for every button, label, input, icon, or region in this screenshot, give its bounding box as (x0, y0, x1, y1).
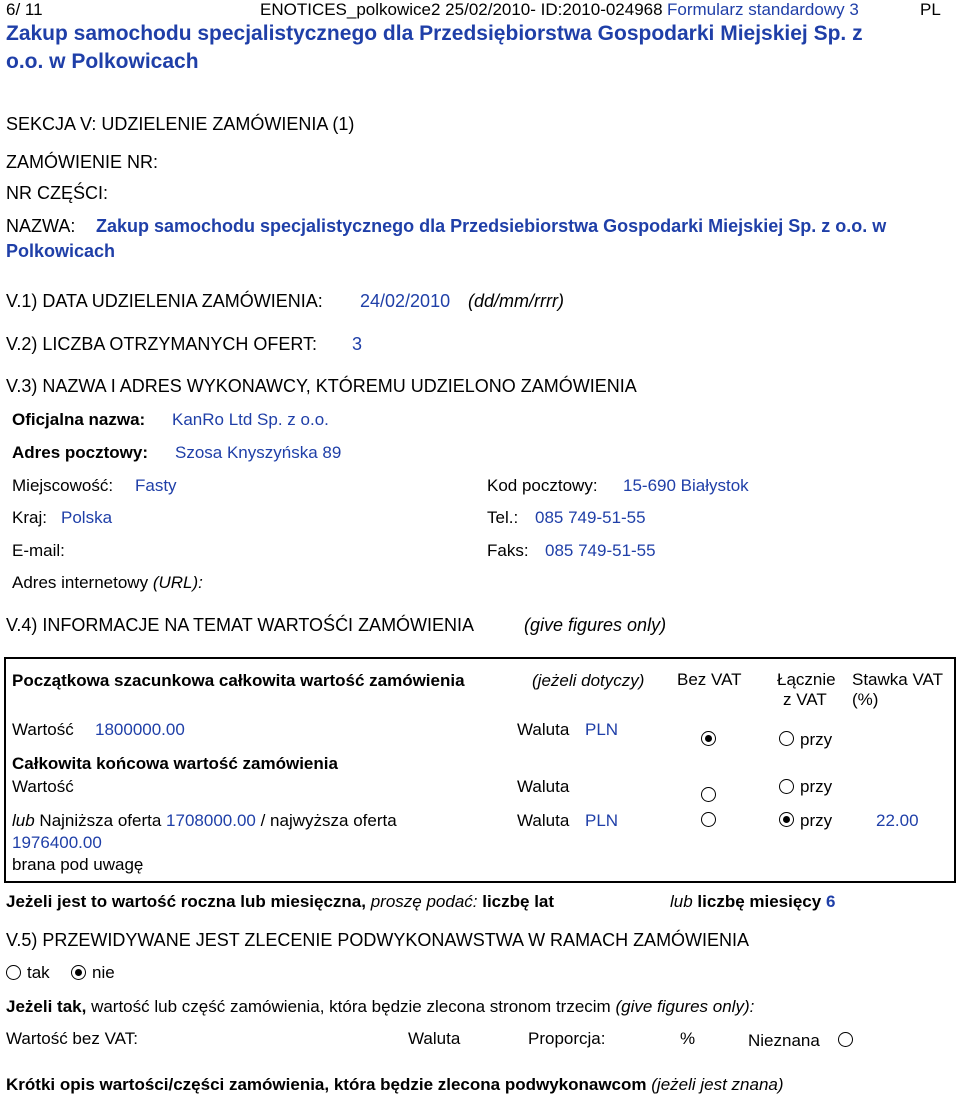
subcontract-tak-radio[interactable] (6, 965, 21, 980)
v5-label: V.5) PRZEWIDYWANE JEST ZLECENIE PODWYKONAWSTWA W RAMACH ZAMÓWIENIA (6, 930, 750, 950)
najnizsza-label: Najniższa oferta (39, 811, 162, 830)
offer-bez-vat-radio[interactable] (701, 812, 716, 827)
section-heading: SEKCJA V: UDZIELENIE ZAMÓWIENIA (1) (6, 114, 355, 134)
kraj-value: Polska (61, 508, 113, 527)
prosze-podac-label: proszę podać: (370, 892, 478, 911)
col-lacznie-line2: z VAT (783, 690, 827, 709)
nieznana-label: Nieznana (748, 1031, 820, 1050)
final-value-label: Całkowita końcowa wartość zamówienia (12, 754, 338, 773)
adres-internetowy-url-suffix: (URL): (152, 573, 203, 592)
email-label: E-mail: (12, 541, 65, 560)
tel-value: 085 749-51-55 (535, 508, 646, 527)
adres-internetowy-label (12, 573, 203, 593)
adres-pocztowy-value: Szosa Knyszyńska 89 (175, 443, 342, 462)
v1-label: V.1) DATA UDZIELENIA ZAMÓWIENIA: (6, 291, 323, 311)
document-title-line2: o.o. w Polkowicach (6, 50, 199, 73)
kraj-label: Kraj: (12, 508, 47, 527)
col-bez-vat: Bez VAT (677, 670, 742, 689)
liczbe-lat-label: liczbę lat (482, 892, 555, 911)
v5-waluta-label: Waluta (408, 1029, 461, 1048)
initial-value-note: (jeżeli dotyczy) (532, 671, 645, 690)
oficjalna-nazwa-label: Oficjalna nazwa: (12, 410, 146, 429)
liczbe-miesiecy-value: 6 (825, 892, 836, 911)
initial-value-label: Początkowa szacunkowa całkowita wartość zamówienia (12, 671, 465, 690)
offer-z-vat-radio[interactable] (779, 812, 794, 827)
kod-pocztowy-value: 15-690 Białystok (623, 476, 749, 495)
roczna-line (6, 892, 554, 912)
proporcja-label: Proporcja: (528, 1029, 606, 1048)
offer-range-line1 (12, 811, 397, 831)
najnizsza-value: 1708000.00 (166, 811, 256, 830)
zamowienie-nr-label: ZAMÓWIENIE NR: (6, 152, 158, 172)
percent-label: % (680, 1029, 696, 1048)
adres-internetowy-text: Adres internetowy (12, 573, 149, 592)
roczna-label: Jeżeli jest to wartość roczna lub miesięczna, (6, 892, 366, 911)
nieznana-radio[interactable] (838, 1032, 853, 1047)
final-bez-vat-radio[interactable] (701, 787, 716, 802)
document-title-line1: Zakup samochodu specjalistycznego dla Przedsiębiorstwa Gospodarki Miejskiej Sp. z (6, 22, 863, 45)
offer-waluta-label: Waluta (517, 811, 570, 830)
tel-label: Tel.: (487, 508, 519, 527)
v3-label: V.3) NAZWA I ADRES WYKONAWCY, KTÓREMU UDZIELONO ZAMÓWIENIA (6, 376, 637, 396)
jezeli-tak-text: wartość lub część zamówienia, która będzie zlecona stronom trzecim (91, 997, 611, 1016)
page-number: 6/ 11 (6, 0, 43, 19)
liczbe-miesiecy-label: liczbę miesięcy (697, 892, 822, 911)
brana-pod-uwage-label: brana pod uwagę (12, 855, 144, 874)
col-stawka-line2: (%) (852, 690, 879, 709)
final-wartosc-label: Wartość (12, 777, 74, 796)
miejscowosc-value: Fasty (135, 476, 177, 495)
kod-pocztowy-label: Kod pocztowy: (487, 476, 598, 495)
subcontract-tak-label: tak (27, 963, 50, 982)
oficjalna-nazwa-value: KanRo Ltd Sp. z o.o. (172, 410, 329, 429)
subcontract-nie-radio[interactable] (71, 965, 86, 980)
col-stawka-line1: Stawka VAT (852, 670, 944, 689)
v4-note: (give figures only) (524, 615, 667, 635)
adres-pocztowy-label: Adres pocztowy: (12, 443, 149, 462)
v2-label: V.2) LICZBA OTRZYMANYCH OFERT: (6, 334, 318, 354)
faks-value: 085 749-51-55 (545, 541, 656, 560)
nazwa-label: NAZWA: (6, 216, 76, 236)
krotki-opis-note: (jeżeli jest znana) (651, 1075, 784, 1094)
wartosc-bez-vat-label: Wartość bez VAT: (6, 1029, 138, 1048)
miejscowosc-label: Miejscowość: (12, 476, 114, 495)
offer-przy-label: przy (800, 811, 833, 830)
v4-label: V.4) INFORMACJE NA TEMAT WARTOŚĆI ZAMÓWIENIA (6, 615, 475, 635)
nazwa-value-line1: Zakup samochodu specjalistycznego dla Przedsiebiorstwa Gospodarki Miejskiej Sp. z o.o. w (96, 216, 887, 236)
v1-date-value: 24/02/2010 (360, 291, 451, 311)
initial-z-vat-radio[interactable] (779, 731, 794, 746)
form-name: Formularz standardowy 3 (667, 0, 859, 19)
initial-waluta-label: Waluta (517, 720, 570, 739)
final-waluta-label: Waluta (517, 777, 570, 796)
document-id: ENOTICES_polkowice2 25/02/2010- ID:2010-024968 (260, 0, 663, 19)
krotki-opis-line (6, 1075, 784, 1095)
krotki-opis-label: Krótki opis wartości/części zamówienia, która będzie zlecona podwykonawcom (6, 1075, 647, 1094)
initial-bez-vat-radio[interactable] (701, 731, 716, 746)
nr-czesci-label: NR CZĘŚCI: (6, 183, 109, 203)
nazwa-value-line2: Polkowicach (6, 241, 116, 261)
najwyzsza-label: / najwyższa oferta (260, 811, 397, 830)
final-przy-label: przy (800, 777, 833, 796)
v2-value: 3 (352, 334, 363, 354)
initial-przy-label: przy (800, 730, 833, 749)
faks-label: Faks: (487, 541, 529, 560)
initial-wartosc-value: 1800000.00 (95, 720, 185, 739)
v1-date-format: (dd/mm/rrrr) (468, 291, 564, 311)
offer-waluta-value: PLN (585, 811, 619, 830)
stawka-vat-value: 22.00 (876, 811, 919, 830)
jezeli-tak-line (6, 997, 754, 1017)
final-z-vat-radio[interactable] (779, 779, 794, 794)
initial-waluta-value: PLN (585, 720, 619, 739)
jezeli-tak-note: (give figures only): (615, 997, 755, 1016)
najwyzsza-value: 1976400.00 (12, 833, 102, 852)
miesiecy-line (670, 892, 835, 912)
initial-wartosc-label: Wartość (12, 720, 74, 739)
jezeli-tak-label: Jeżeli tak, (6, 997, 87, 1016)
roczna-lub-label: lub (670, 892, 693, 911)
col-lacznie-line1: Łącznie (777, 670, 836, 689)
offer-lub-label: lub (12, 811, 35, 830)
subcontract-nie-label: nie (92, 963, 115, 982)
language-code: PL (920, 0, 941, 19)
